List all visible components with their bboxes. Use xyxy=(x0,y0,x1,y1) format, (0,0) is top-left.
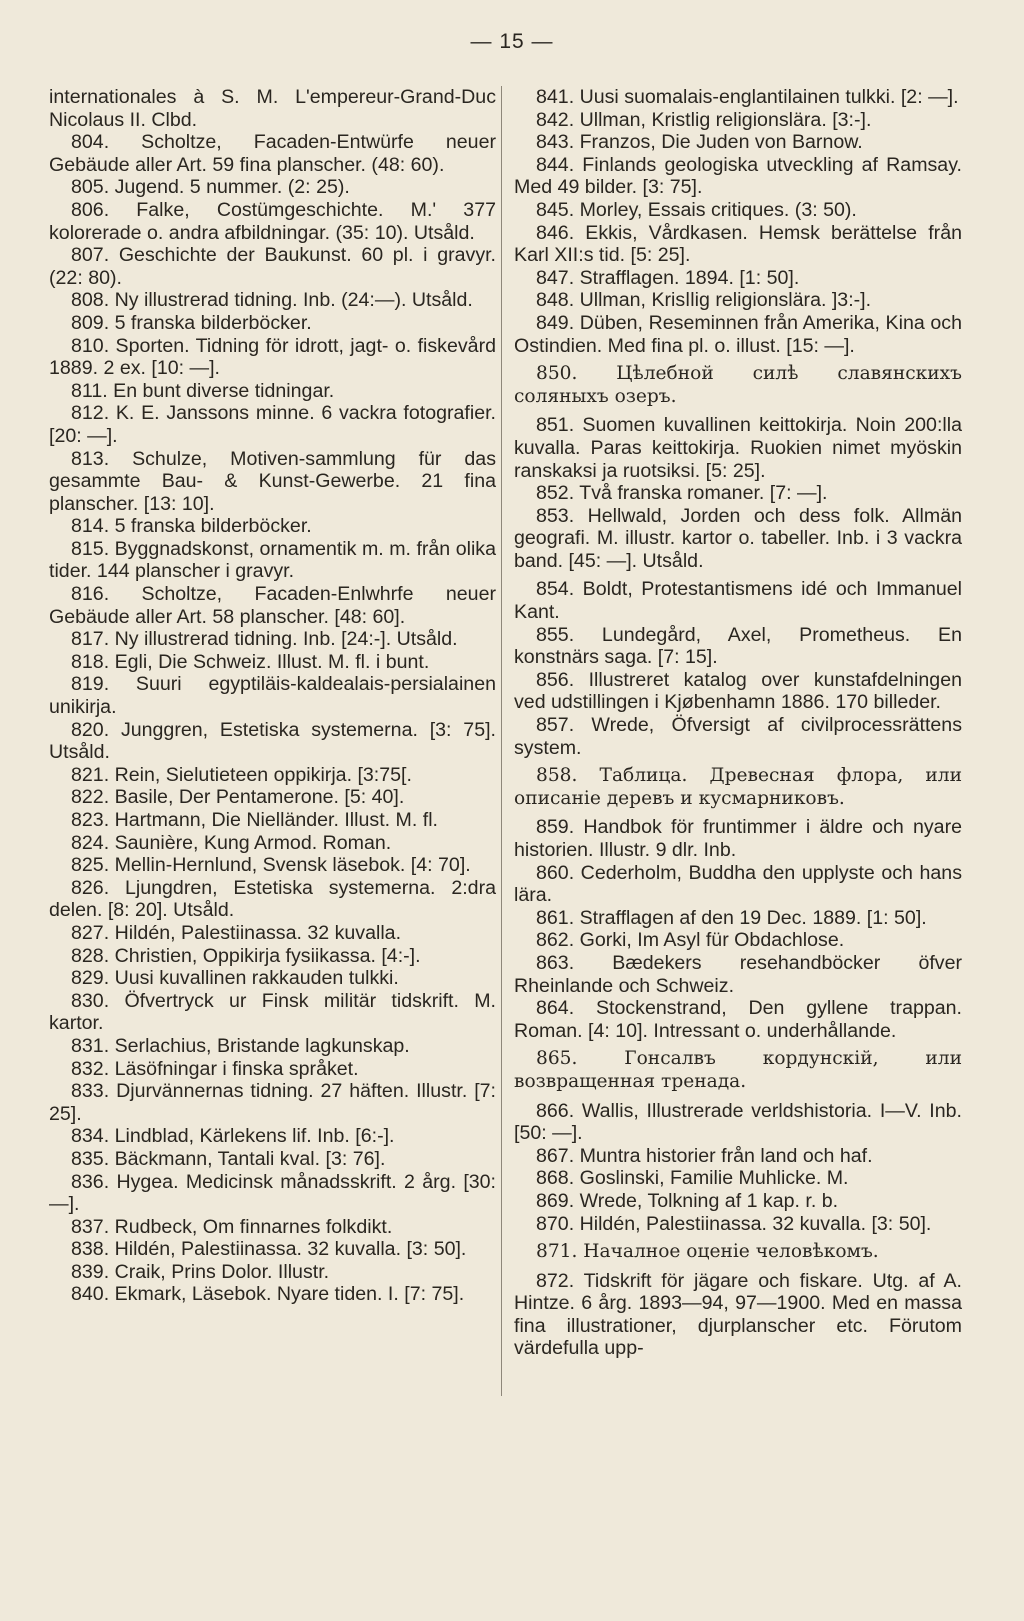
list-item: 853. Hellwald, Jorden och dess folk. Allmän geografi. M. illustr. kartor o. tabeller. Inb. i 3 vackra band. [45: —]. Utsåld. xyxy=(514,504,962,572)
page-number: — 15 — xyxy=(470,30,554,53)
list-item: 871. Началное оценіе человѣкомъ. xyxy=(536,1241,879,1263)
list-item: 848. Ullman, Krisǀlig religionslära. ]3:-]. xyxy=(536,289,872,312)
list-item: 850. Цѣлебной силѣ славянскихъ соляныхъ озеръ. xyxy=(514,363,962,407)
list-item: 862. Gorki, Im Asyl für Obdachlose. xyxy=(536,929,845,952)
list-item: 859. Handbok för fruntimmer i äldre och nyare historien. Illustr. 9 dlr. Inb. xyxy=(514,816,962,861)
list-item: 836. Hygea. Medicinsk månadsskrift. 2 årg. [30: —]. xyxy=(49,1170,496,1216)
list-item: 839. Craik, Prins Dolor. Illustr. xyxy=(71,1260,330,1283)
list-item: 832. Läsöfningar i finska språket. xyxy=(71,1057,359,1080)
list-item: 854. Boldt, Protestantismens idé och Immanuel Kant. xyxy=(514,578,962,624)
list-item: 824. Saunière, Kung Armod. Roman. xyxy=(71,831,392,854)
list-item: 852. Två franska romaner. [7: —]. xyxy=(536,482,828,505)
list-item: 827. Hildén, Palestiinassa. 32 kuvalla. xyxy=(71,921,402,944)
column-divider xyxy=(501,86,502,1396)
list-item: 865. Гонсалвъ кордунскій, или возвращенная тренада. xyxy=(514,1048,962,1092)
list-item: 812. K. E. Janssons minne. 6 vackra fotografier. [20: —]. xyxy=(49,402,496,447)
list-item: 825. Mellin-Hernlund, Svensk läsebok. [4: 70]. xyxy=(71,854,471,877)
list-item: 807. Geschichte der Baukunst. 60 pl. i gravyr. (22: 80). xyxy=(49,244,496,289)
list-item: 818. Egli, Die Schweiz. Illust. M. fl. i bunt. xyxy=(71,650,430,673)
list-item: 870. Hildén, Palestiinassa. 32 kuvalla. [3: 50]. xyxy=(536,1212,932,1235)
left-column xyxy=(49,86,496,1306)
list-item: 838. Hildén, Palestiinassa. 32 kuvalla. [3: 50]. xyxy=(71,1238,467,1261)
list-item: 833. Djurvännernas tidning. 27 häften. Illustr. [7: 25]. xyxy=(49,1080,496,1125)
list-item: 834. Lindblad, Kärlekens lif. Inb. [6:-]. xyxy=(71,1125,395,1148)
list-item: 835. Bäckmann, Tantali kval. [3: 76]. xyxy=(71,1147,386,1170)
list-item: 866. Wallis, Illustrerade verldshistoria. I—V. Inb. [50: —]. xyxy=(514,1099,962,1145)
list-item: 822. Basile, Der Pentamerone. [5: 40]. xyxy=(71,786,405,809)
list-item: 819. Suuri egyptiläis-kaldealais-persialainen unikirja. xyxy=(49,673,496,719)
list-item: 820. Junggren, Estetiska systemerna. [3: 75]. Utsåld. xyxy=(49,718,496,764)
list-item: 816. Scholtze, Facaden-Enlwhrfe neuer Gebäude aller Art. 58 planscher. [48: 60]. xyxy=(49,583,496,628)
list-item: 864. Stockenstrand, Den gyllene trappan. Roman. [4: 10]. Intressant o. underhållande. xyxy=(514,997,962,1042)
list-item: 858. Таблица. Древесная флора, или описаніе деревъ и кусмарниковъ. xyxy=(514,765,962,809)
list-item: 869. Wrede, Tolkning af 1 kap. r. b. xyxy=(536,1189,839,1212)
list-item: 857. Wrede, Öfversigt af civilprocessrättens system. xyxy=(514,714,962,759)
list-item: 842. Ullman, Kristlig religionslära. [3:-]. xyxy=(536,108,872,131)
list-item: 815. Byggnadskonst, ornamentik m. m. från olika tider. 144 planscher i gravyr. xyxy=(49,537,496,583)
list-item: 860. Cederholm, Buddha den upplyste och hans lära. xyxy=(514,861,962,907)
list-item: 805. Jugend. 5 nummer. (2: 25). xyxy=(71,176,350,199)
list-item: 851. Suomen kuvallinen keittokirja. Noin 200:lla kuvalla. Paras keittokirja. Ruokien nimet myöskin ranskaksi ja ruotsiksi. [5: 25]. xyxy=(514,414,962,482)
list-item: 847. Strafflagen. 1894. [1: 50]. xyxy=(536,266,800,289)
list-item: internationales à S. M. L'empereur-Grand-Duc Nicolaus II. Clbd. xyxy=(49,86,496,131)
list-item: 826. Ljungdren, Estetiska systemerna. 2:dra delen. [8: 20]. Utsåld. xyxy=(49,876,496,922)
list-item: 843. Franzos, Die Juden von Barnow. xyxy=(536,131,863,154)
list-item: 846. Ekkis, Vårdkasen. Hemsk berättelse från Karl XII:s tid. [5: 25]. xyxy=(514,221,962,267)
list-item: 840. Ekmark, Läsebok. Nyare tiden. I. [7: 75]. xyxy=(71,1283,465,1306)
list-item: 830. Öfvertryck ur Finsk militär tidskrift. M. kartor. xyxy=(49,989,496,1035)
list-item: 813. Schulze, Motiven-sammlung für das gesammte Bau- & Kunst-Gewerbe. 21 fina planscher. [13: 10]. xyxy=(49,447,496,515)
list-item: 821. Rein, Sielutieteen oppikirja. [3:75[. xyxy=(71,763,412,786)
list-item: 804. Scholtze, Facaden-Entwürfe neuer Gebäude aller Art. 59 fina planscher. (48: 60). xyxy=(49,131,496,176)
list-item: 814. 5 franska bilderböcker. xyxy=(71,515,312,538)
list-item: 828. Christien, Oppikirja fysiikassa. [4:-]. xyxy=(71,944,421,967)
list-item: 844. Finlands geologiska utveckling af Ramsay. Med 49 bilder. [3: 75]. xyxy=(514,153,962,199)
list-item: 861. Strafflagen af den 19 Dec. 1889. [1: 50]. xyxy=(536,906,927,929)
list-item: 849. Düben, Reseminnen från Amerika, Kina och Ostindien. Med fina pl. o. illust. [15: —]. xyxy=(514,311,962,357)
list-item: 808. Ny illustrerad tidning. Inb. (24:—). Utsåld. xyxy=(71,289,473,312)
list-item: 863. Bædekers resehandböcker öfver Rheinlande och Schweiz. xyxy=(514,951,962,997)
list-item: 809. 5 franska bilderböcker. xyxy=(71,311,312,334)
list-item: 872. Tidskrift för jägare och fiskare. Utg. af A. Hintze. 6 årg. 1893—94, 97—1900. Med en massa fina illustrationer, djurplanscher etc. Förutom värdefulla upp- xyxy=(514,1269,962,1360)
right-column xyxy=(514,86,962,1360)
list-item: 845. Morley, Essais critiques. (3: 50). xyxy=(536,198,857,221)
list-item: 831. Serlachius, Bristande lagkunskap. xyxy=(71,1034,410,1057)
list-item: 810. Sporten. Tidning för idrott, jagt- o. fiskevård 1889. 2 ex. [10: —]. xyxy=(49,334,496,380)
list-item: 837. Rudbeck, Om finnarnes folkdikt. xyxy=(71,1215,393,1238)
list-item: 823. Hartmann, Die Nielländer. Illust. M. fl. xyxy=(71,809,438,831)
list-item: 855. Lundegård, Axel, Prometheus. En konstnärs saga. [7: 15]. xyxy=(514,623,962,669)
list-item: 817. Ny illustrerad tidning. Inb. [24:-]. Utsåld. xyxy=(71,628,458,651)
list-item: 841. Uusi suomalais-englantilainen tulkki. [2: —]. xyxy=(536,86,959,108)
list-item: 867. Muntra historier från land och haf. xyxy=(536,1144,873,1167)
list-item: 856. Illustreret katalog over kunstafdelningen ved udstillingen i Kjøbenhamn 1886. 170 billeder. xyxy=(514,668,962,714)
list-item: 829. Uusi kuvallinen rakkauden tulkki. xyxy=(71,967,399,990)
list-item: 811. En bunt diverse tidningar. xyxy=(71,379,335,402)
list-item: 868. Goslinski, Familie Muhlicke. M. xyxy=(536,1167,849,1190)
list-item: 806. Falke, Costümgeschichte. M.' 377 kolorerade o. andra afbildningar. (35: 10). Utsåld. xyxy=(49,198,496,244)
